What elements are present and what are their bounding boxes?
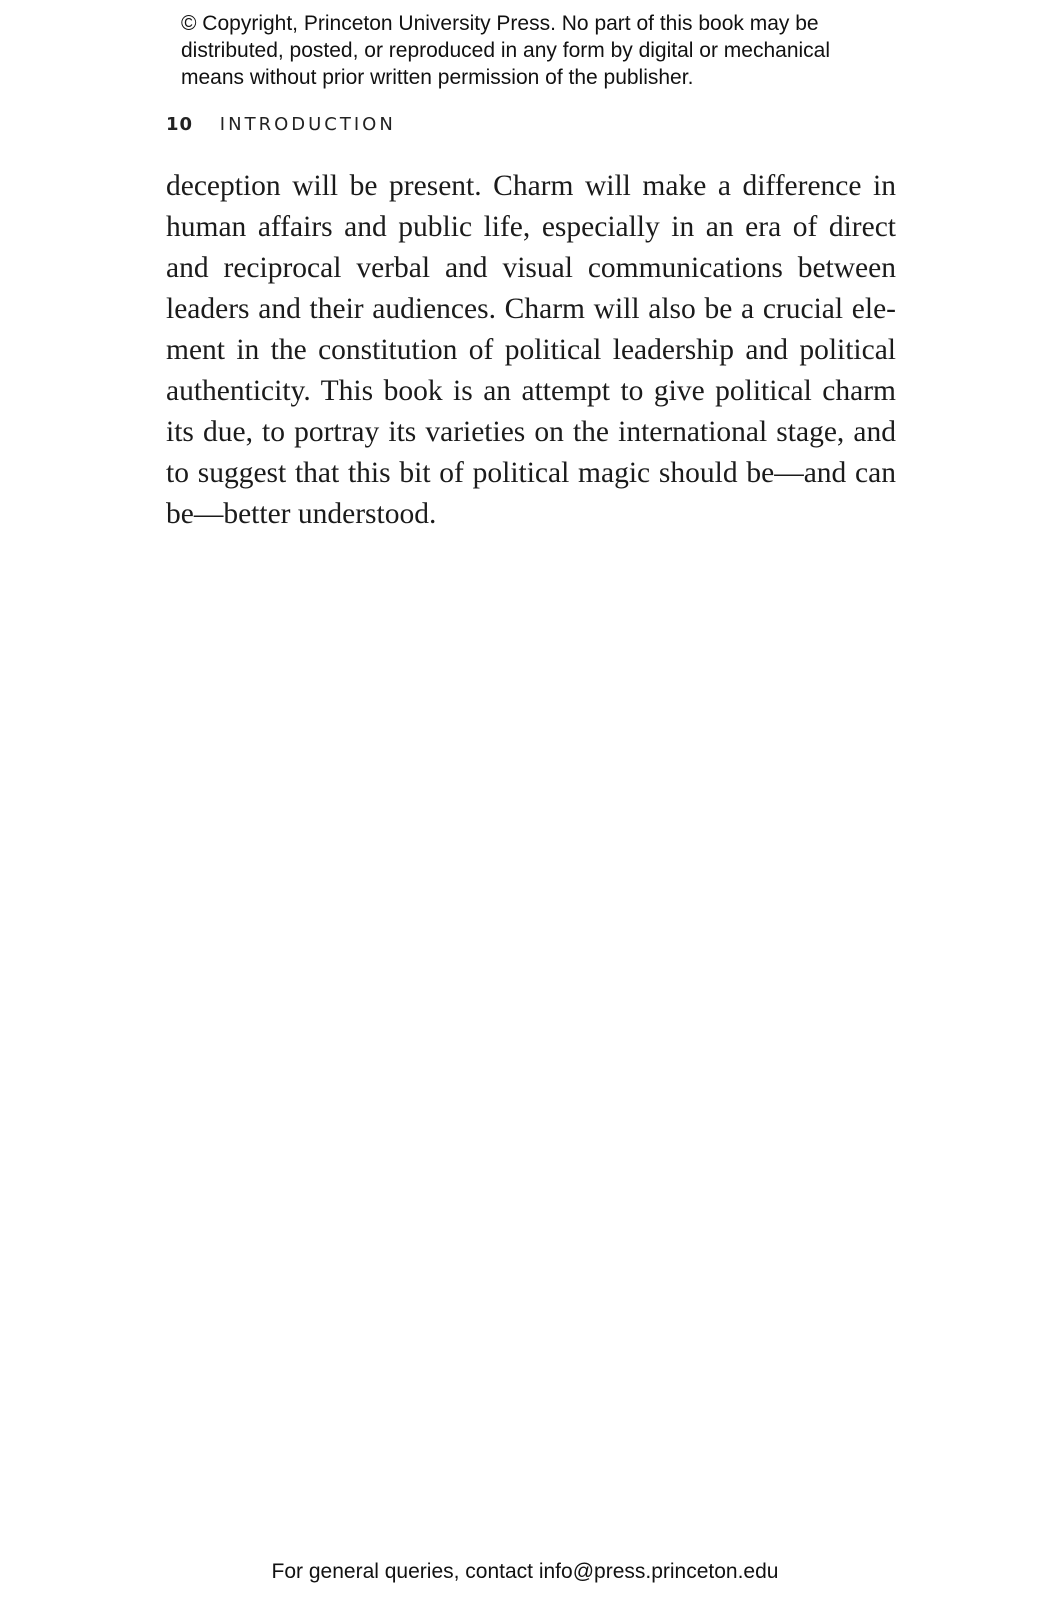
section-title: INTRODUCTION <box>219 114 396 135</box>
paragraph-line: be—better understood. <box>166 498 437 530</box>
page-number: 10 <box>166 114 194 135</box>
paragraph-line: leaders and their audiences. Charm will also be a crucial ele- <box>166 293 896 325</box>
copyright-notice <box>181 10 901 91</box>
paragraph-line: and reciprocal verbal and visual communications between <box>166 252 896 284</box>
body-paragraph <box>166 166 896 535</box>
running-head <box>166 114 396 135</box>
copyright-line: distributed, posted, or reproduced in any form by digital or mechanical <box>181 39 831 62</box>
paragraph-line: to suggest that this bit of political magic should be—and can <box>166 457 896 489</box>
paragraph-line: human affairs and public life, especially in an era of direct <box>166 211 896 243</box>
paragraph-line: deception will be present. Charm will make a difference in <box>166 170 896 202</box>
paragraph-line: authenticity. This book is an attempt to give political charm <box>166 375 896 407</box>
paragraph-line: ment in the constitution of political leadership and political <box>166 334 896 366</box>
footer-contact: For general queries, contact info@press.princeton.edu <box>271 1560 779 1583</box>
copyright-line: means without prior written permission of the publisher. <box>181 66 694 89</box>
copyright-line: © Copyright, Princeton University Press. No part of this book may be <box>181 12 819 35</box>
paragraph-line: its due, to portray its varieties on the international stage, and <box>166 416 896 448</box>
